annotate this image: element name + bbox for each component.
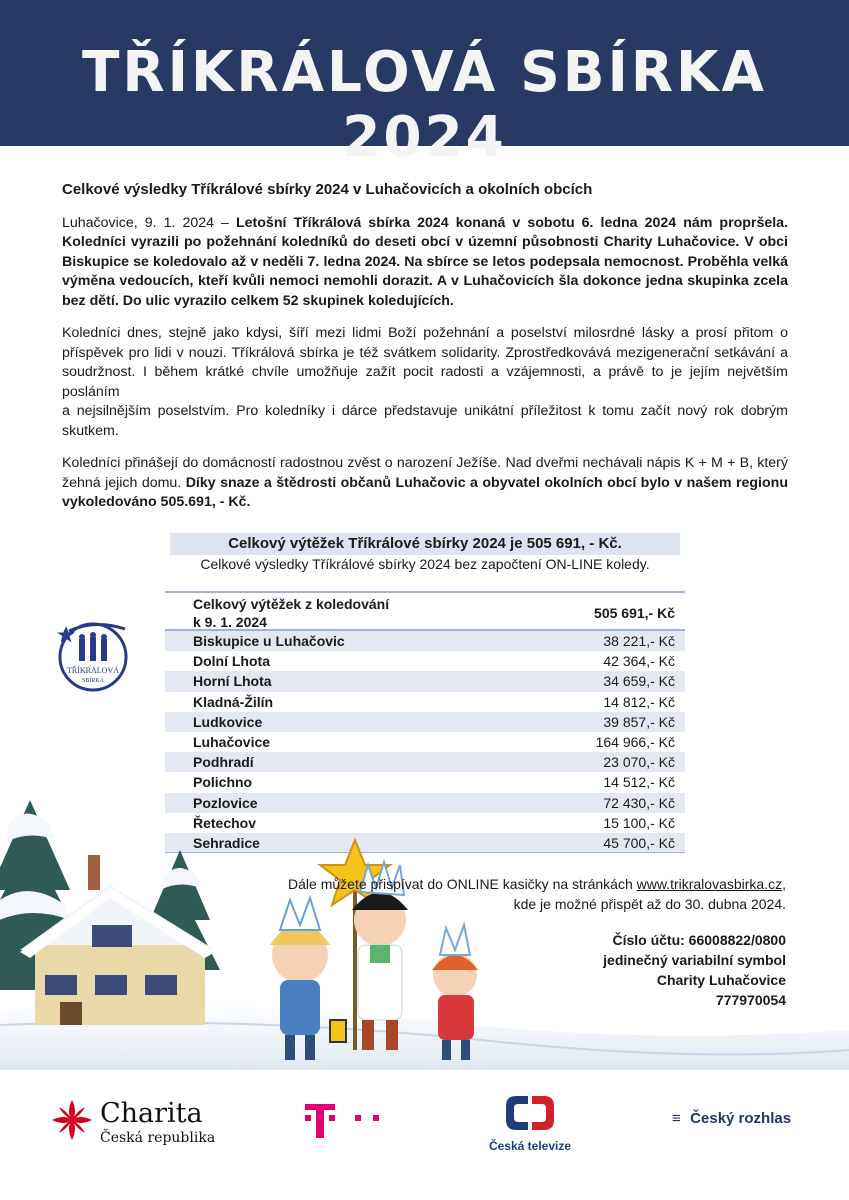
trikralova-logo	[55, 617, 131, 693]
rozhlas-label: Český rozhlas	[690, 1110, 792, 1127]
online-suffix: ,	[782, 876, 786, 892]
row-name: Polichno	[193, 774, 253, 791]
row-name: Luhačovice	[193, 733, 271, 750]
row-value: 72 430,- Kč	[603, 794, 675, 811]
paragraph-2-continued	[62, 402, 788, 441]
online-line-2: kde je možné přispět až do 30. dubna 2024.	[513, 896, 786, 912]
account-info	[480, 930, 786, 1010]
row-name: Podhradí	[193, 754, 254, 771]
table-row	[165, 732, 685, 752]
table-row	[165, 651, 685, 671]
row-value: 39 857,- Kč	[603, 713, 675, 730]
account-line-4: 777970054	[715, 992, 786, 1008]
paragraph-1	[62, 214, 788, 312]
row-value: 14 512,- Kč	[603, 774, 675, 791]
telekom-t-icon	[305, 1104, 385, 1138]
paragraph-2b: a nejsilnějším poselstvím. Pro koledníky i dárce představuje unikátní příležitost k tomu začít nový rok dobrým skutkem.	[62, 403, 788, 439]
article-body	[62, 180, 788, 526]
paragraph-1-prefix: Luhačovice, 9. 1. 2024 –	[62, 214, 236, 231]
row-name: Dolní Lhota	[193, 653, 270, 670]
row-name: Pozlovice	[193, 794, 258, 811]
paragraph-3-bold: Díky snaze a štědrosti občanů Luhačovic a obyvatel okolních obcí bylo v našem regionu vykoledováno 505.691, - Kč.	[62, 474, 788, 510]
ct-label: Česká televize	[488, 1139, 572, 1153]
rozhlas-icon: ≡	[672, 1110, 681, 1127]
paragraph-3-normal: Koledníci přinášejí do domácností radostnou zvěst o narození Ježíše. Nad dveřmi nechávali nápis K + M + B, který žehná jejich domu.	[62, 455, 788, 491]
cesky-rozhlas-logo	[672, 1110, 791, 1127]
row-name: Biskupice u Luhačovic	[193, 633, 345, 649]
online-donation-text	[280, 874, 786, 914]
table-header-label-2: k 9. 1. 2024	[193, 614, 267, 630]
lantern	[330, 1020, 346, 1042]
charita-subtitle: Česká republika	[100, 1130, 216, 1146]
table-header-total: 505 691,- Kč	[594, 605, 675, 621]
header-banner	[0, 0, 849, 170]
account-line-1: Číslo účtu: 66008822/0800	[612, 932, 786, 948]
row-value: 42 364,- Kč	[603, 653, 675, 670]
account-line-2: jedinečný variabilní symbol	[603, 952, 786, 968]
logo-line-1: TŘÍKRÁLOVÁ	[67, 666, 119, 675]
table-header-label-1: Celkový výtěžek z koledování	[193, 596, 390, 612]
winter-scene-illustration	[0, 780, 849, 1070]
table-header-row	[165, 591, 685, 631]
table-header-label	[165, 593, 525, 629]
online-text: Dále můžete přispívat do ONLINE kasičky na stránkách	[288, 876, 637, 892]
row-value: 14 812,- Kč	[603, 693, 675, 710]
summary-note: Celkové výsledky Tříkrálové sbírky 2024 bez započtení ON-LINE koledy.	[200, 556, 650, 572]
row-value: 45 700,- Kč	[603, 834, 675, 851]
row-name: Horní Lhota	[193, 673, 272, 690]
row-name: Řetechov	[193, 814, 257, 831]
row-name: Kladná-Žilín	[193, 693, 274, 710]
row-name: Sehradice	[193, 834, 260, 851]
charita-cross-icon	[50, 1098, 94, 1142]
telekom-logo	[305, 1104, 385, 1143]
logo-line-2: SBÍRKA	[81, 678, 105, 684]
account-line-3: Charity Luhačovice	[656, 972, 786, 988]
table-row	[165, 712, 685, 732]
paragraph-3	[62, 454, 788, 513]
table-row	[165, 671, 685, 691]
row-value: 23 070,- Kč	[603, 754, 675, 771]
row-value: 38 221,- Kč	[603, 633, 675, 649]
banner-title: TŘÍKRÁLOVÁ SBÍRKA 2024	[82, 40, 767, 170]
table-row	[165, 752, 685, 772]
table-row	[165, 692, 685, 712]
summary-title: Celkový výtěžek Tříkrálové sbírky 2024 je 505 691, - Kč.	[170, 533, 680, 555]
paragraph-2	[62, 324, 788, 402]
table-row	[165, 631, 685, 651]
paragraph-1-bold: Letošní Tříkrálová sbírka 2024 konaná v sobotu 6. ledna 2024 nám propršela. Koledníci vyrazili po požehnání koledníků do deseti obcí v územní působnosti Charity Luhačovice. V obci Biskupice se koledovalo až v neděli 7. ledna 2024. Na sbírce se letos podepsala nemocnost. Proběhla velká výměna vedoucích, kteří kvůli nemoci nemohli dorazit. A v Luhačovicích šla dokonce jedna skupinka zcela bez dětí. Do ulic vyrazilo celkem 52 skupinek koledujících.	[62, 214, 788, 309]
ct-icon	[504, 1094, 556, 1132]
row-value: 15 100,- Kč	[603, 814, 675, 831]
row-value: 164 966,- Kč	[595, 733, 675, 750]
ceska-televize-logo	[484, 1094, 576, 1153]
row-value: 34 659,- Kč	[603, 673, 675, 690]
paragraph-2a: Koledníci dnes, stejně jako kdysi, šíří mezi lidmi Boží požehnání a poselství milosrdné lásky a prosí přitom o příspěvek pro lidi v nouzi. Tříkrálová sbírka je též svátkem solidarity. Zprostředkovává mezigenerační setkávání a soudržnost. I během krátké chvíle umožňuje zažít pocit radosti a vzájemnosti, a právě to je jejím největším posláním	[62, 325, 788, 400]
online-link[interactable]: www.trikralovasbirka.cz	[636, 876, 783, 892]
footer-logos	[0, 1070, 849, 1200]
article-heading: Celkové výsledky Tříkrálové sbírky 2024 v Luhačovicích a okolních obcích	[62, 181, 593, 198]
row-name: Ludkovice	[193, 713, 263, 730]
charita-name: Charita	[100, 1098, 203, 1129]
